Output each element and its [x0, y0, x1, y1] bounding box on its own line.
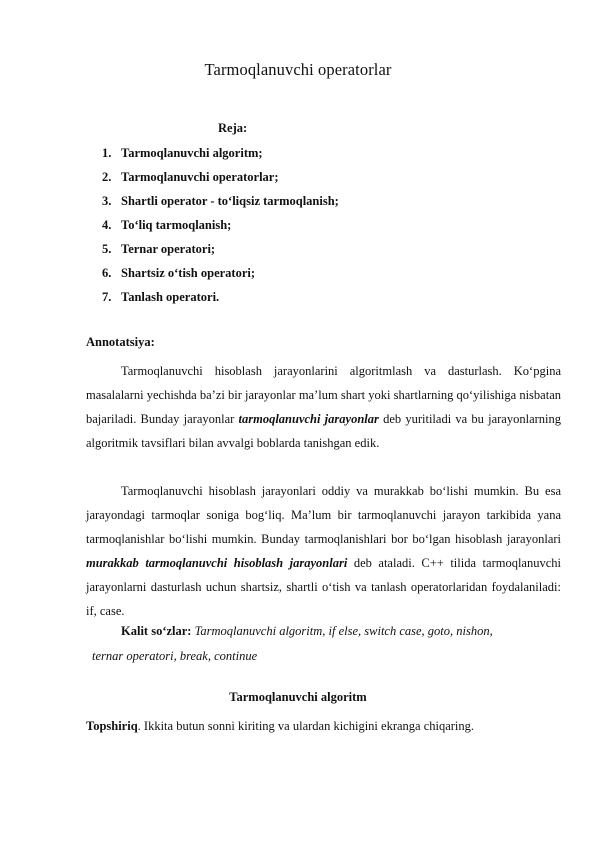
paragraph-text: deb yuritiladi va bu jarayonlarning algoritmik tavsiflari bilan avvalgi boblarda tanishgan edik. — [86, 411, 562, 450]
plan-item-number: 6. — [102, 266, 112, 280]
emphasis-term: murakkab tarmoqlanuvchi hisoblash jarayonlari — [86, 555, 348, 570]
plan-item-number: 7. — [102, 290, 112, 304]
plan-item-text: Tanlash operatori. — [121, 290, 220, 304]
plan-item-text: Tarmoqlanuvchi algoritm; — [121, 146, 263, 160]
keywords-label: Kalit so‘zlar: — [121, 624, 192, 638]
plan-item-number: 4. — [102, 218, 112, 232]
section-title: Tarmoqlanuvchi algoritm — [229, 690, 367, 704]
plan-item-text: Shartli operator - to‘liqsiz tarmoqlanish; — [121, 194, 339, 208]
plan-item — [102, 189, 339, 213]
paragraph-text: Tarmoqlanuvchi hisoblash jarayonlarini algoritmlash va dasturlash. Ko‘pgina masalalarni yechishda ba’zi bir jarayonlar ma’lum shart yoki shartlarning qo‘yilishiga nisbatan bajariladi. Bunday jarayonlar — [86, 364, 561, 426]
paragraph-text: deb ataladi. C++ tilida tarmoqlanuvchi jarayonlarni dasturlash uchun shartsiz, shartli o‘tish va tanlash operatorlaridan foydalaniladi: if, case. — [86, 555, 562, 618]
plan-item — [102, 261, 339, 285]
plan-item-text: To‘liq tarmoqlanish; — [121, 218, 232, 232]
plan-item — [102, 285, 339, 309]
document-title: Tarmoqlanuvchi operatorlar — [204, 60, 392, 79]
paragraph-text: Tarmoqlanuvchi hisoblash jarayonlari oddiy va murakkab bo‘lishi mumkin. Bu esa jarayondagi tarmoqlar soniga bog‘liq. Ma’lum bir tarmoqlanuvchi jarayon tarkibida yana tarmoqlanishlar bo‘lishi mumkin. Bunday tarmoqlanishlari bor bo‘lgan hisoblash jarayonlari — [86, 484, 561, 546]
task-label: Topshiriq — [86, 719, 138, 733]
annotation-paragraph-2 — [86, 480, 561, 623]
plan-item-text: Ternar operatori; — [121, 242, 216, 256]
plan-item — [102, 213, 339, 237]
plan-item-number: 5. — [102, 242, 112, 256]
plan-item — [102, 141, 339, 165]
task-text: . Ikkita butun sonni kiriting va ulardan kichigini ekranga chiqaring. — [137, 719, 475, 733]
keywords-continuation: ternar operatori, break, continue — [92, 649, 258, 663]
plan-item — [102, 237, 339, 261]
keywords-line — [121, 624, 493, 639]
annotation-heading: Annotatsiya: — [86, 335, 155, 349]
plan-item — [102, 165, 339, 189]
plan-item-text: Tarmoqlanuvchi operatorlar; — [121, 170, 279, 184]
annotation-paragraph-1 — [86, 360, 561, 456]
plan-item-number: 2. — [102, 170, 112, 184]
plan-list — [102, 141, 339, 309]
plan-heading: Reja: — [218, 121, 248, 135]
plan-item-number: 3. — [102, 194, 112, 208]
emphasis-term: tarmoqlanuvchi jarayonlar — [238, 411, 379, 426]
keywords-value: Tarmoqlanuvchi algoritm, if else, switch case, goto, nishon, — [191, 624, 493, 638]
plan-item-number: 1. — [102, 146, 112, 160]
plan-item-text: Shartsiz o‘tish operatori; — [121, 266, 256, 280]
task-line — [86, 719, 474, 734]
